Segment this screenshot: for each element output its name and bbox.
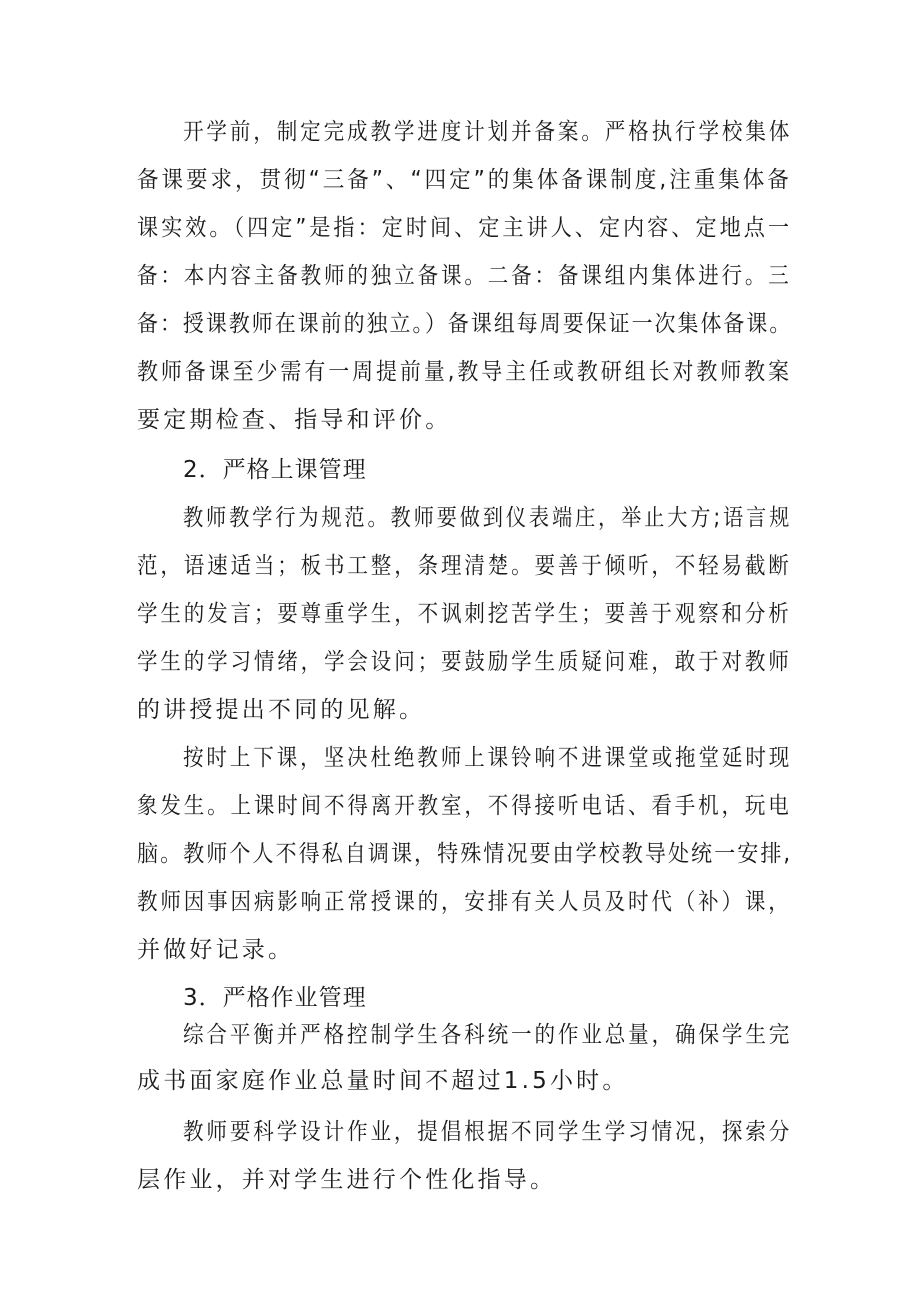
text-line: 按时上下课，坚决杜绝教师上课铃响不进课堂或拖堂延时现: [183, 745, 793, 771]
text-line: 课实效。（四定”是指：定时间、定主讲人、定内容、定地点一: [137, 215, 792, 241]
text-line: 象发生。上课时间不得离开教室，不得接听电话、看手机，玩电: [137, 793, 792, 819]
text-line: 教师因事因病影响正常授课的，安排有关人员及时代（补）课，: [137, 889, 792, 915]
text-line: 备课要求，贯彻“三备”、“四定”的集体备课制度,注重集体备: [137, 167, 792, 193]
text-line: 学生的发言；要尊重学生，不讽刺挖苦学生；要善于观察和分析: [137, 601, 792, 627]
text-line: 备：授课教师在课前的独立。）备课组每周要保证一次集体备课。: [137, 311, 793, 337]
text-line: 综合平衡并严格控制学生各科统一的作业总量，确保学生完: [183, 1022, 793, 1048]
text-line: 范，语速适当；板书工整，条理清楚。要善于倾听，不轻易截断: [137, 553, 792, 579]
section-heading: 2．严格上课管理: [183, 457, 367, 483]
text-line: 并做好记录。: [137, 937, 295, 963]
text-line: 备：本内容主备教师的独立备课。二备：备课组内集体进行。三: [137, 263, 792, 289]
text-line: 教师备课至少需有一周提前量,教导主任或教研组长对教师教案: [137, 359, 792, 385]
text-line: 开学前，制定完成教学进度计划并备案。严格执行学校集体: [183, 119, 793, 145]
text-line: 成书面家庭作业总量时间不超过1.5小时。: [137, 1068, 629, 1094]
text-line: 学生的学习情绪，学会设问；要鼓励学生质疑问难，敢于对教师: [137, 649, 792, 675]
text-line: 脑。教师个人不得私自调课，特殊情况要由学校教导处统一安排,: [137, 841, 793, 867]
text-line: 的讲授提出不同的见解。: [137, 697, 426, 723]
text-line: 教师要科学设计作业，提倡根据不同学生学习情况，探索分: [183, 1119, 793, 1145]
text-line: 教师教学行为规范。教师要做到仪表端庄，举止大方;语言规: [183, 505, 793, 531]
section-heading: 3．严格作业管理: [183, 985, 367, 1011]
text-line: 要定期检查、指导和评价。: [137, 407, 452, 433]
text-line: 层作业，并对学生进行个性化指导。: [137, 1167, 557, 1193]
